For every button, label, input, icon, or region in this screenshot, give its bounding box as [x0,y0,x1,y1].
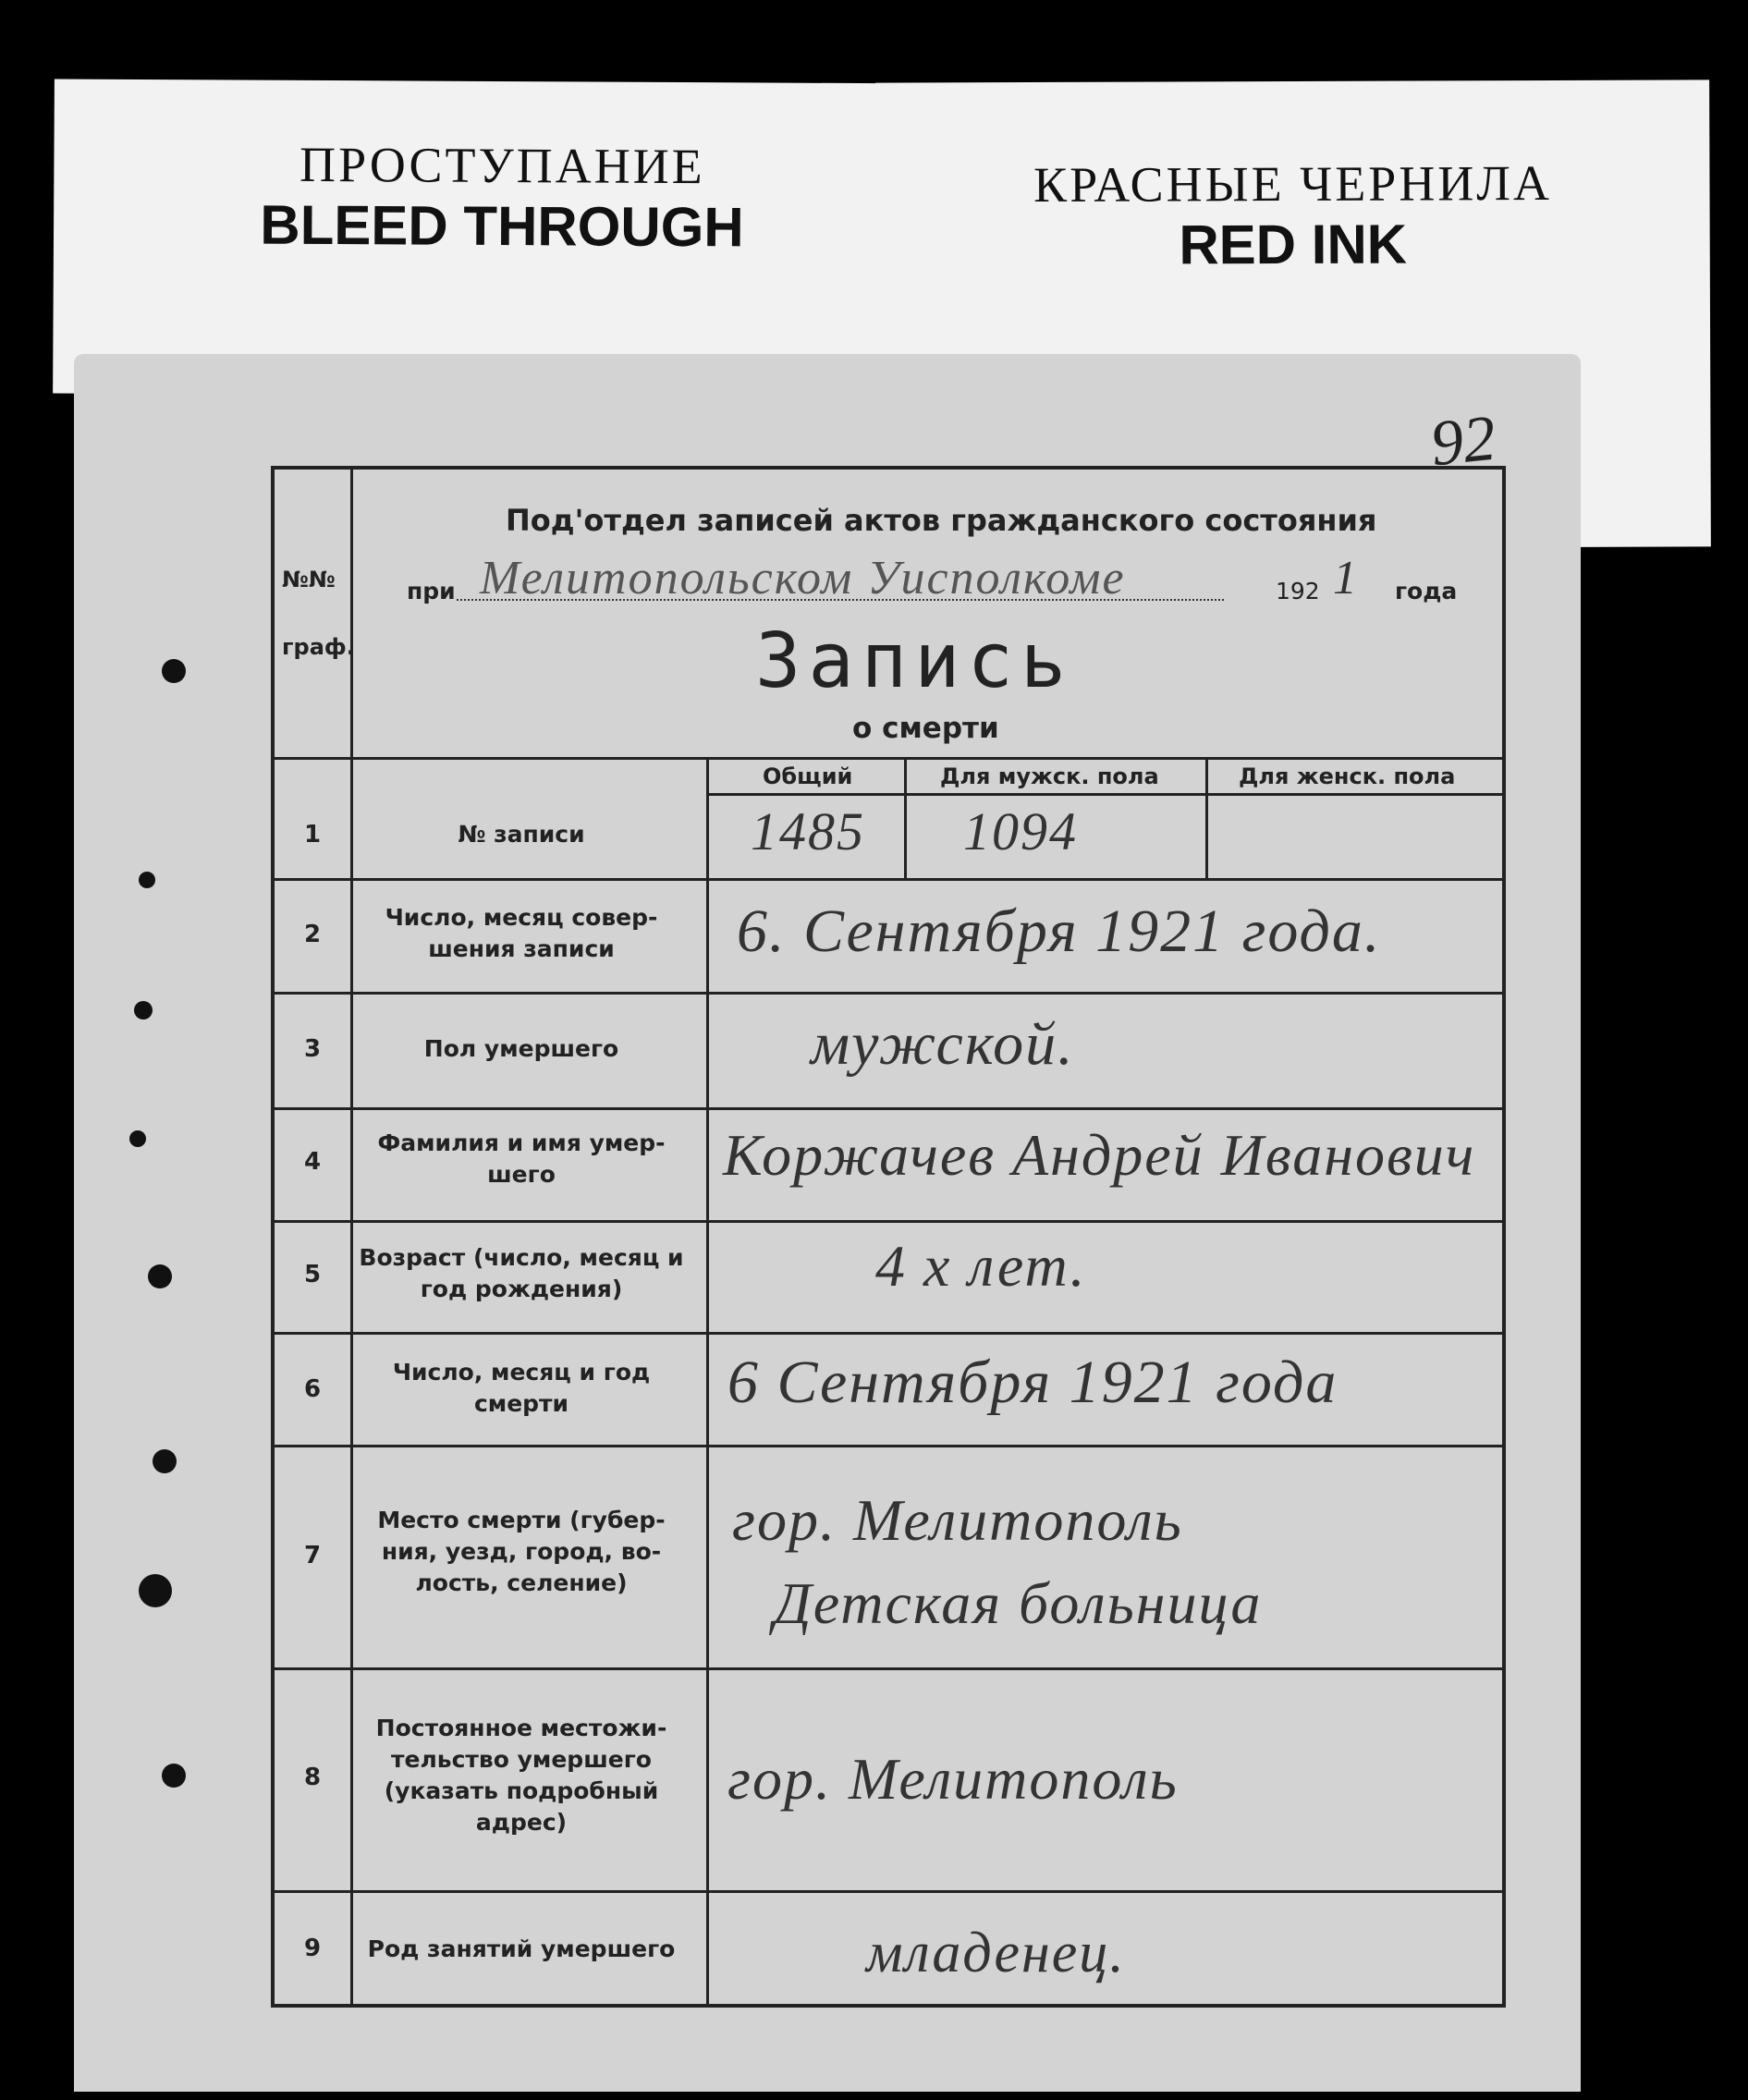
row-number: 2 [303,921,322,948]
row-number: 8 [303,1764,322,1791]
name-value: Коржачев Андрей Иванович [723,1122,1476,1188]
bleed-through-label-card [53,79,951,397]
column-header-female: Для женск. пола [1239,763,1456,789]
row-label: Возраст (число, месяц и год рождения) [359,1244,684,1302]
row-divider [275,878,1502,881]
pri-label: при [407,578,456,604]
binding-hole [153,1449,177,1473]
row-number: 7 [303,1542,322,1569]
death-record-form [271,466,1506,2008]
column-header-total: Общий [763,763,853,789]
row-number: 4 [303,1148,322,1176]
year-prefix: 192 [1276,578,1320,604]
record-date-value: 6. Сентября 1921 года. [737,897,1382,965]
record-number-total: 1485 [751,801,865,861]
binding-hole [162,659,186,683]
row-divider [706,793,1502,796]
row-number: 1 [303,821,322,849]
column-divider [706,757,709,2004]
residence-value: гор. Мелитополь [727,1746,1179,1812]
row-label: № записи [458,821,585,848]
binding-hole [139,872,155,888]
row-label: Род занятий умершего [367,1935,676,1962]
row-number: 5 [303,1261,322,1288]
row-label: Место смерти (губер-ния, уезд, город, во-лость, селение) [377,1507,666,1596]
death-place-line1: гор. Мелитополь [732,1487,1183,1553]
death-date-value: 6 Сентября 1921 года [727,1349,1339,1416]
death-place-line2: Детская больница [774,1570,1263,1636]
column-number-subheader: граф. [282,634,355,660]
red-ink-label-en: RED INK [1179,213,1408,276]
bleed-through-label-ru: ПРОСТУПАНИЕ [299,136,705,195]
row-divider [275,757,1502,760]
row-label: Пол умершего [423,1035,619,1062]
age-value: 4 х лет. [875,1233,1087,1299]
sex-value: мужской. [811,1010,1075,1078]
row-divider [275,992,1502,995]
sheet-number: 92 [1427,402,1499,481]
red-ink-label-ru: КРАСНЫЕ ЧЕРНИЛА [1033,155,1552,213]
occupation-value: младенец. [866,1922,1126,1984]
row-label: Постоянное местожи-тельство умершего (указать подробный адрес) [375,1715,667,1836]
record-number-male: 1094 [963,801,1078,861]
column-divider [1205,757,1208,878]
year-suffix: года [1395,578,1458,604]
column-header-male: Для мужск. пола [940,763,1159,789]
row-divider [275,1332,1502,1335]
row-number: 9 [303,1935,322,1962]
row-divider [275,1107,1502,1110]
binding-hole [162,1764,186,1788]
pri-handwritten: Мелитопольском Уисполкоме [480,552,1126,604]
year-handwritten: 1 [1333,552,1359,604]
row-label: Число, месяц и год смерти [392,1359,651,1417]
document-subtitle: о смерти [852,712,999,745]
row-label: Число, месяц совер-шения записи [385,904,658,962]
row-divider [275,1667,1502,1670]
row-number: 6 [303,1375,322,1403]
row-number: 3 [303,1035,322,1063]
column-divider [904,757,907,878]
row-divider [275,1220,1502,1223]
binding-hole [129,1130,146,1147]
row-divider [275,1890,1502,1893]
binding-hole [134,1001,153,1019]
department-title: Под'отдел записей актов гражданского состояния [506,503,1377,538]
row-label: Фамилия и имя умер-шего [377,1129,666,1188]
document-title: Запись [755,617,1074,705]
column-number-header: №№ [282,567,336,592]
binding-hole [148,1264,172,1288]
row-divider [275,1445,1502,1447]
binding-hole [139,1574,172,1607]
bleed-through-label-en: BLEED THROUGH [260,193,744,259]
